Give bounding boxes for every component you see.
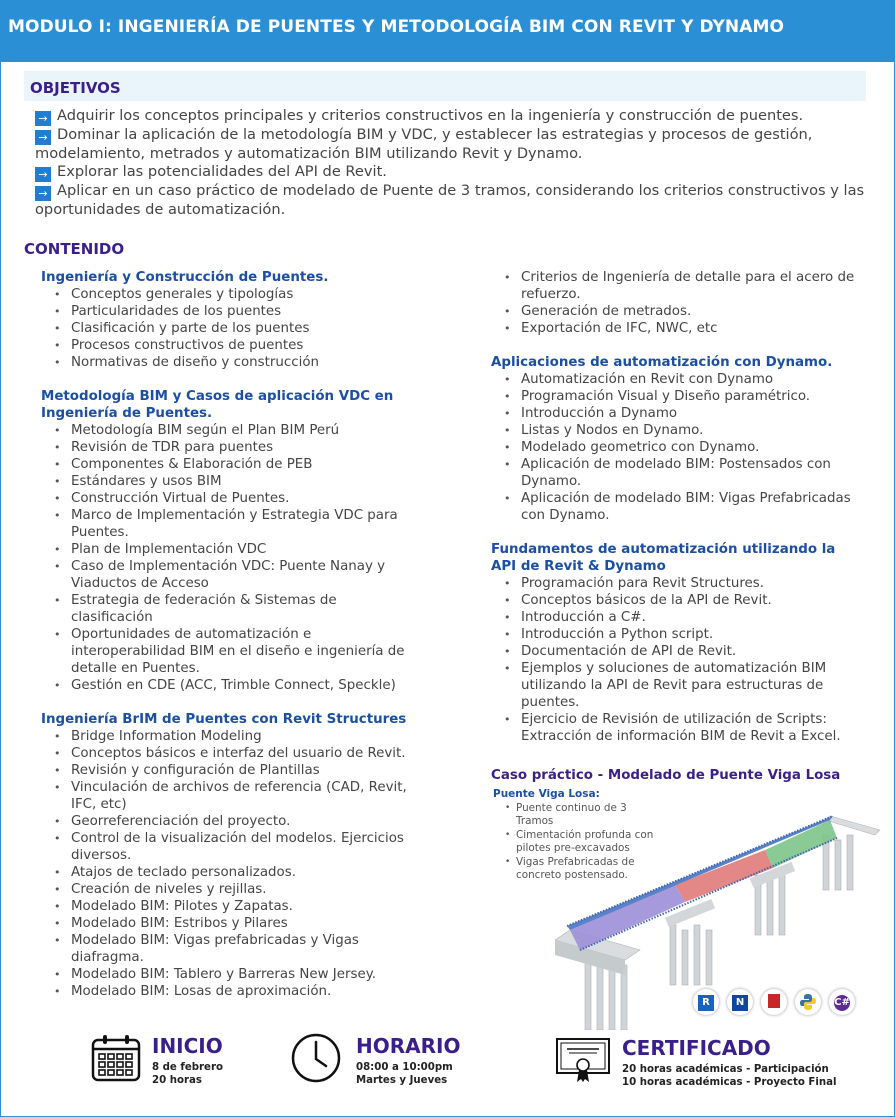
list-item: • Introducción a C#. — [521, 609, 861, 626]
objetivo-item: → Explorar las potencialidades del API de Revit. — [35, 163, 875, 182]
list-item: • Criterios de Ingeniería de detalle para el acero de refuerzo. — [521, 269, 861, 303]
list-item: • Vinculación de archivos de referencia (CAD, Revit, IFC, etc) — [71, 779, 421, 813]
objetivo-item: → Aplicar en un caso práctico de modelado de Puente de 3 tramos, considerando los criterios constructivos y las oportunidades de automatización. — [35, 182, 865, 218]
list-item: • Normativas de diseño y construcción — [71, 354, 421, 371]
objetivo-item: → Adquirir los conceptos principales y criterios constructivos en la ingeniería y construcción de puentes. — [35, 107, 875, 126]
section-heading: Fundamentos de automatización utilizando la API de Revit & Dynamo — [491, 542, 836, 574]
list-item: • Atajos de teclado personalizados. — [71, 864, 421, 881]
list-item: • Bridge Information Modeling — [71, 728, 421, 745]
certificado-title: CERTIFICADO — [622, 1036, 771, 1060]
inicio-details: 8 de febrero 20 horas — [152, 1062, 223, 1086]
objetivos-band — [24, 71, 866, 101]
list-item: • Clasificación y parte de los puentes — [71, 320, 421, 337]
objetivos-list — [35, 107, 875, 219]
list-item: • Componentes & Elaboración de PEB — [71, 456, 421, 473]
section-heading: Ingeniería BrIM de Puentes con Revit Structures — [41, 712, 407, 727]
csharp-icon: C# — [829, 989, 855, 1015]
navisworks-icon: N — [727, 989, 753, 1015]
list-item: • Gestión en CDE (ACC, Trimble Connect, Speckle) — [71, 677, 421, 694]
contenido-title: CONTENIDO — [24, 240, 125, 258]
contenido-right-column — [491, 269, 861, 745]
list-item: • Exportación de IFC, NWC, etc — [521, 320, 861, 337]
list-item: • Conceptos básicos de la API de Revit. — [521, 592, 861, 609]
list-item: • Estándares y usos BIM — [71, 473, 421, 490]
list-item: • Conceptos generales y tipologías — [71, 286, 421, 303]
inicio-title: INICIO — [152, 1034, 223, 1058]
horario-title: HORARIO — [356, 1034, 461, 1058]
caso-title: Caso práctico - Modelado de Puente Viga Losa — [491, 768, 841, 783]
objetivo-item: → Dominar la aplicación de la metodología BIM y VDC, y establecer las estrategias y procesos de gestión, modelamiento, metrados y automatización BIM utilizando Revit y Dynamo. — [35, 126, 813, 162]
list-item: • Modelado BIM: Estribos y Pilares — [71, 915, 421, 932]
list-item: • Modelado geometrico con Dynamo. — [521, 439, 861, 456]
objetivos-title: OBJETIVOS — [30, 79, 121, 97]
list-item: • Documentación de API de Revit. — [521, 643, 861, 660]
section-heading: Aplicaciones de automatización con Dynamo. — [491, 355, 833, 370]
list-item: • Ejemplos y soluciones de automatización BIM utilizando la API de Revit para estructuras de puentes. — [521, 660, 861, 711]
section-list — [491, 371, 861, 524]
arrow-right-icon: → — [35, 130, 51, 145]
list-item: • Particularidades de los puentes — [71, 303, 421, 320]
contenido-left-column — [41, 269, 421, 1000]
section-heading: Ingeniería y Construcción de Puentes. — [41, 270, 329, 285]
list-item: • Modelado BIM: Vigas prefabricadas y Vigas diafragma. — [71, 932, 421, 966]
list-item: • Aplicación de modelado BIM: Postensados con Dynamo. — [521, 456, 861, 490]
page-title: MODULO I: INGENIERÍA DE PUENTES Y METODOLOGÍA BIM CON REVIT Y DYNAMO — [8, 17, 785, 37]
list-item: • Georreferenciación del proyecto. — [71, 813, 421, 830]
list-item: • Listas y Nodos en Dynamo. — [521, 422, 861, 439]
calendar-icon — [90, 1032, 142, 1084]
list-item: • Introducción a Dynamo — [521, 405, 861, 422]
list-item: • Programación para Revit Structures. — [521, 575, 861, 592]
list-item: • Programación Visual y Diseño paramétrico. — [521, 388, 861, 405]
python-icon — [795, 989, 821, 1015]
caso-list — [496, 802, 666, 882]
list-item: • Caso de Implementación VDC: Puente Nanay y Viaductos de Acceso — [71, 558, 421, 592]
revit-icon: R — [693, 989, 719, 1015]
list-item: • Creación de niveles y rejillas. — [71, 881, 421, 898]
dynamo-icon — [761, 989, 787, 1015]
list-item: • Revisión y configuración de Plantillas — [71, 762, 421, 779]
arrow-right-icon: → — [35, 111, 51, 126]
list-item: • Revisión de TDR para puentes — [71, 439, 421, 456]
list-item: • Ejercicio de Revisión de utilización de Scripts: Extracción de información BIM de Revit a Excel. — [521, 711, 861, 745]
list-item: • Aplicación de modelado BIM: Vigas Prefabricadas con Dynamo. — [521, 490, 861, 524]
list-item: • Estrategia de federación & Sistemas de clasificación — [71, 592, 421, 626]
clock-icon — [290, 1032, 342, 1084]
arrow-right-icon: → — [35, 186, 51, 201]
section-list — [41, 286, 421, 371]
section-list — [491, 269, 861, 337]
certificate-icon — [555, 1035, 611, 1085]
section-heading: Metodología BIM y Casos de aplicación VDC en Ingeniería de Puentes. — [41, 389, 394, 421]
list-item: • Modelado BIM: Pilotes y Zapatas. — [71, 898, 421, 915]
list-item: • Construcción Virtual de Puentes. — [71, 490, 421, 507]
list-item: • Automatización en Revit con Dynamo — [521, 371, 861, 388]
list-item: • Procesos constructivos de puentes — [71, 337, 421, 354]
list-item: • Control de la visualización del modelos. Ejercicios diversos. — [71, 830, 421, 864]
caso-subtitle: Puente Viga Losa: — [493, 788, 600, 800]
list-item: • Oportunidades de automatización e interoperabilidad BIM en el diseño e ingeniería de detalle en Puentes. — [71, 626, 421, 677]
list-item: • Conceptos básicos e interfaz del usuario de Revit. — [71, 745, 421, 762]
list-item: • Introducción a Python script. — [521, 626, 861, 643]
list-item: • Cimentación profunda con pilotes pre-excavados — [516, 829, 666, 856]
horario-details: 08:00 a 10:00pm Martes y Jueves — [356, 1062, 453, 1086]
section-list — [491, 575, 861, 745]
list-item: • Metodología BIM según el Plan BIM Perú — [71, 422, 421, 439]
list-item: • Generación de metrados. — [521, 303, 861, 320]
list-item: • Modelado BIM: Losas de aproximación. — [71, 983, 421, 1000]
list-item: • Modelado BIM: Tablero y Barreras New Jersey. — [71, 966, 421, 983]
section-list — [41, 728, 421, 1000]
certificado-details: 20 horas académicas - Participación 10 horas académicas - Proyecto Final — [622, 1064, 837, 1088]
section-list — [41, 422, 421, 694]
list-item: • Vigas Prefabricadas de concreto postensado. — [516, 856, 666, 883]
list-item: • Marco de Implementación y Estrategia VDC para Puentes. — [71, 507, 421, 541]
list-item: • Puente continuo de 3 Tramos — [516, 802, 666, 829]
list-item: • Plan de Implementación VDC — [71, 541, 421, 558]
arrow-right-icon: → — [35, 167, 51, 182]
header-bar — [0, 0, 895, 62]
